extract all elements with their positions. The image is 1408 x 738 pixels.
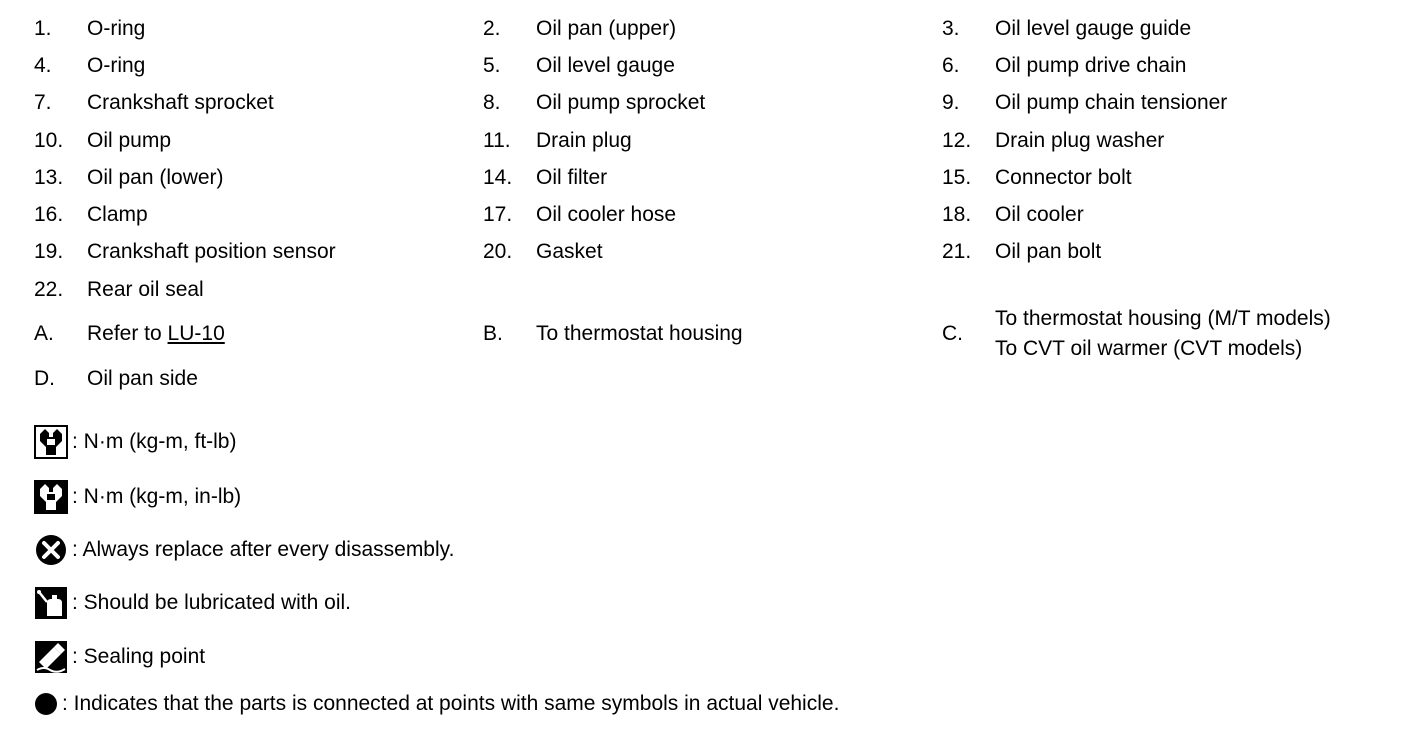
- note-d: [34, 360, 198, 397]
- legend-label: : Should be lubricated with oil.: [72, 591, 351, 614]
- part-name: Drain plug: [536, 128, 632, 152]
- note-letter: A.: [34, 322, 54, 346]
- part-item: [483, 159, 607, 196]
- part-name: Oil pump drive chain: [995, 53, 1187, 77]
- part-number: 8.: [483, 91, 501, 115]
- legend-replace: [34, 533, 454, 567]
- legend-sealing: [34, 640, 205, 674]
- part-name: Crankshaft sprocket: [87, 91, 274, 115]
- part-name: Crankshaft position sensor: [87, 240, 336, 264]
- part-number: 22.: [34, 277, 64, 301]
- part-name: Oil pan (lower): [87, 165, 224, 189]
- part-number: 18.: [942, 203, 972, 227]
- note-line: To thermostat housing (M/T models): [995, 307, 1331, 331]
- note-letter: B.: [483, 322, 503, 346]
- note-prefix: Refer to: [87, 322, 168, 346]
- part-item: [942, 10, 1191, 47]
- legend-lubricate: [34, 586, 351, 620]
- parts-row: [0, 271, 1408, 308]
- part-name: O-ring: [87, 53, 146, 77]
- part-number: 3.: [942, 16, 960, 40]
- part-name: Oil cooler: [995, 203, 1084, 227]
- note-text: [995, 304, 1331, 364]
- parts-row: [0, 47, 1408, 84]
- part-name: Oil pan bolt: [995, 240, 1102, 264]
- part-number: 5.: [483, 53, 501, 77]
- reference-link[interactable]: LU-10: [167, 322, 225, 346]
- parts-row: [0, 159, 1408, 196]
- part-item: [34, 196, 148, 233]
- part-name: Clamp: [87, 203, 148, 227]
- legend-connected: [34, 692, 839, 716]
- part-item: [483, 122, 632, 159]
- part-item: [942, 122, 1164, 159]
- replace-x-icon: [34, 533, 68, 567]
- legend-torque-in: [34, 480, 241, 514]
- part-item: [942, 85, 1227, 122]
- part-name: O-ring: [87, 16, 146, 40]
- part-name: Oil level gauge: [536, 53, 675, 77]
- note-letter: C.: [942, 322, 963, 346]
- notes-row: [0, 308, 1408, 360]
- torque-wrench-filled-icon: [34, 480, 68, 514]
- part-name: Oil pump chain tensioner: [995, 91, 1228, 115]
- parts-row: [0, 234, 1408, 271]
- legend-label: : Indicates that the parts is connected at points with same symbols in actual vehicle.: [62, 692, 840, 715]
- part-number: 20.: [483, 240, 513, 264]
- part-number: 16.: [34, 203, 64, 227]
- filled-dot-icon: [34, 692, 58, 716]
- legend-torque-ft: [34, 425, 236, 459]
- part-item: [34, 10, 145, 47]
- part-item: [942, 196, 1084, 233]
- part-name: Oil filter: [536, 165, 608, 189]
- part-name: Rear oil seal: [87, 277, 204, 301]
- parts-row: [0, 10, 1408, 47]
- note-a: [34, 308, 225, 360]
- parts-row: [0, 196, 1408, 233]
- part-name: Oil pump: [87, 128, 172, 152]
- part-item: [483, 47, 675, 84]
- part-item: [34, 122, 171, 159]
- legend-label: : Always replace after every disassembly.: [72, 538, 455, 561]
- part-number: 1.: [34, 16, 52, 40]
- part-number: 9.: [942, 91, 960, 115]
- sealant-tube-icon: [34, 640, 68, 674]
- part-name: Drain plug washer: [995, 128, 1165, 152]
- notes-row: [0, 360, 1408, 397]
- part-item: [942, 47, 1186, 84]
- part-number: 7.: [34, 91, 52, 115]
- part-number: 14.: [483, 165, 513, 189]
- legend-label: : Sealing point: [72, 645, 206, 668]
- part-item: [483, 196, 676, 233]
- part-number: 2.: [483, 16, 501, 40]
- part-item: [483, 10, 676, 47]
- part-number: 10.: [34, 128, 64, 152]
- part-number: 19.: [34, 240, 64, 264]
- note-text: Oil pan side: [87, 367, 198, 391]
- note-b: [483, 308, 743, 360]
- legend-label: : N·m (kg-m, in-lb): [72, 485, 242, 508]
- legend-label: : N·m (kg-m, ft-lb): [72, 430, 237, 453]
- part-item: [34, 47, 145, 84]
- part-item: [34, 271, 204, 308]
- torque-wrench-icon: [34, 425, 68, 459]
- part-item: [34, 159, 224, 196]
- part-number: 12.: [942, 128, 972, 152]
- part-number: 17.: [483, 203, 513, 227]
- part-number: 21.: [942, 240, 972, 264]
- part-number: 13.: [34, 165, 64, 189]
- note-letter: D.: [34, 367, 55, 391]
- note-line: To CVT oil warmer (CVT models): [995, 337, 1303, 361]
- parts-row: [0, 85, 1408, 122]
- note-c: [942, 308, 1331, 360]
- part-number: 4.: [34, 53, 52, 77]
- part-number: 6.: [942, 53, 960, 77]
- part-item: [942, 159, 1132, 196]
- parts-row: [0, 122, 1408, 159]
- part-name: Oil pan (upper): [536, 16, 677, 40]
- part-item: [942, 234, 1101, 271]
- part-name: Gasket: [536, 240, 603, 264]
- part-item: [34, 234, 336, 271]
- part-number: 11.: [483, 128, 511, 152]
- parts-list: [0, 10, 1408, 398]
- note-text: To thermostat housing: [536, 322, 743, 346]
- part-item: [34, 85, 274, 122]
- part-item: [483, 234, 603, 271]
- oil-can-icon: [34, 586, 68, 620]
- note-text: [87, 319, 225, 349]
- part-item: [483, 85, 705, 122]
- part-name: Oil level gauge guide: [995, 16, 1192, 40]
- part-name: Oil pump sprocket: [536, 91, 706, 115]
- part-name: Connector bolt: [995, 165, 1132, 189]
- part-name: Oil cooler hose: [536, 203, 677, 227]
- part-number: 15.: [942, 165, 972, 189]
